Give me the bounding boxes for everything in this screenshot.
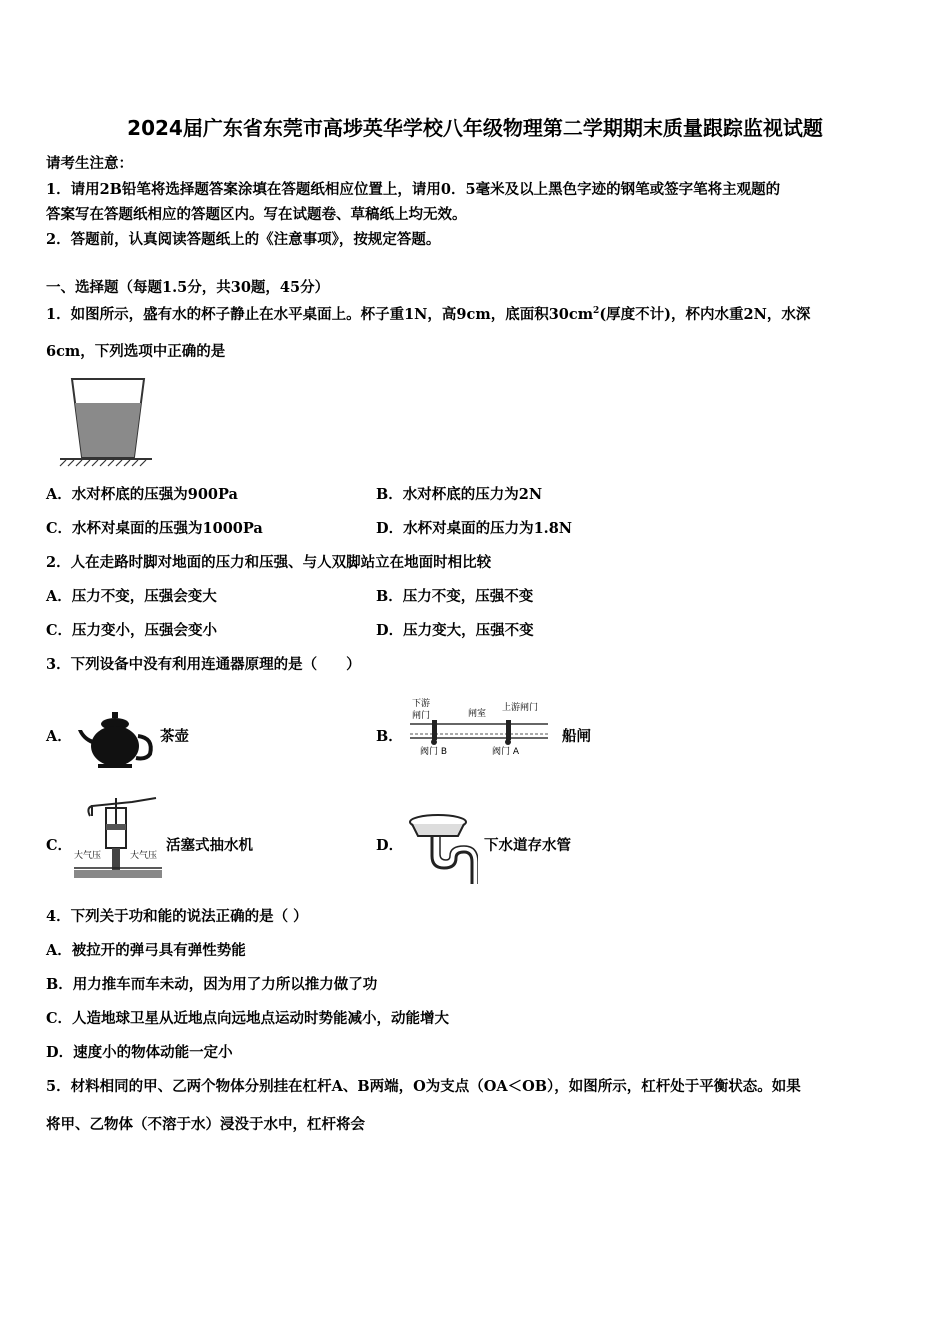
q2-option-d: D．压力变大，压强不变 <box>376 622 534 639</box>
teapot-icon <box>74 710 158 770</box>
pump-label-right: 大气压 <box>130 851 158 861</box>
q3-option-b-text: 船闸 <box>562 728 591 745</box>
question-2-stem: 2．人在走路时脚对地面的压力和压强、与人双脚站立在地面时相比较 <box>46 554 492 571</box>
q1-option-c: C．水杯对桌面的压强为1000Pa <box>46 520 263 537</box>
q1-stem-part-b: (厚度不计)，杯内水重2N，水深 <box>599 306 811 323</box>
cup-of-water-figure <box>58 373 154 467</box>
q1-option-d: D．水杯对桌面的压力为1.8N <box>376 520 573 537</box>
question-5-stem-line-2: 将甲、乙物体（不溶于水）浸没于水中，杠杆将会 <box>46 1116 365 1133</box>
q4-option-a: A．被拉开的弹弓具有弹性势能 <box>46 942 246 959</box>
q1-option-b: B．水对杯底的压力为2N <box>376 486 543 503</box>
notice-item-1-line-2: 答案写在答题纸相应的答题区内。写在试题卷、草稿纸上均无效。 <box>46 206 467 223</box>
q3-option-b-letter: B． <box>376 728 403 745</box>
q2-option-a: A．压力不变，压强会变大 <box>46 588 217 605</box>
lock-label-chamber: 闸室 <box>468 709 487 719</box>
question-4-stem: 4．下列关于功和能的说法正确的是（ ） <box>46 908 308 925</box>
pump-label-left: 大气压 <box>74 851 102 861</box>
drain-trap-diagram <box>404 812 478 886</box>
question-3-stem: 3．下列设备中没有利用连通器原理的是（ ） <box>46 656 361 673</box>
lock-label-valve-a: 阀门 A <box>492 747 520 757</box>
q3-option-a-text: 茶壶 <box>160 728 189 745</box>
q3-option-d-text: 下水道存水管 <box>484 837 571 854</box>
q3-option-a-letter: A． <box>46 728 72 745</box>
q3-option-c-letter: C． <box>46 837 73 854</box>
lock-label-downstream-gate: 闸门 <box>412 711 431 721</box>
q2-option-c: C．压力变小，压强会变小 <box>46 622 218 639</box>
q4-option-c: C．人造地球卫星从近地点向远地点运动时势能减小，动能增大 <box>46 1010 450 1027</box>
q3-option-d-letter: D． <box>376 837 404 854</box>
question-1-stem-line-2: 6cm，下列选项中正确的是 <box>46 343 226 360</box>
notice-item-1-line-1: 1．请用2B铅笔将选择题答案涂填在答题纸相应位置上，请用0．5毫米及以上黑色字迹的钢笔或签字笔将主观题的 <box>46 181 781 198</box>
lock-label-downstream: 下游 <box>412 699 431 709</box>
q2-option-b: B．压力不变，压强不变 <box>376 588 534 605</box>
q4-option-b: B．用力推车而车未动，因为用了力所以推力做了功 <box>46 976 378 993</box>
q3-option-c-text: 活塞式抽水机 <box>166 837 253 854</box>
notice-item-2: 2．答题前，认真阅读答题纸上的《注意事项》，按规定答题。 <box>46 231 441 248</box>
lock-label-upstream-gate: 上游闸门 <box>502 703 539 713</box>
section-heading: 一、选择题（每题1.5分，共30题，45分） <box>46 279 330 296</box>
q1-option-a: A．水对杯底的压强为900Pa <box>46 486 238 503</box>
q1-stem-superscript: 2 <box>593 306 600 317</box>
q1-stem-part-a: 1．如图所示，盛有水的杯子静止在水平桌面上。杯子重1N，高9cm，底面积30cm <box>46 306 594 323</box>
piston-pump-diagram <box>72 794 164 886</box>
ship-lock-diagram <box>406 696 552 758</box>
lock-label-valve-b: 阀门 B <box>420 747 448 757</box>
question-1-stem-line-1 <box>46 303 810 324</box>
q4-option-d: D．速度小的物体动能一定小 <box>46 1044 233 1061</box>
notice-heading: 请考生注意： <box>46 155 133 172</box>
question-5-stem-line-1: 5．材料相同的甲、乙两个物体分别挂在杠杆A、B两端，O为支点（OA＜OB），如图所示，杠杆处于平衡状态。如果 <box>46 1078 801 1095</box>
page-title: 2024届广东省东莞市高埗英华学校八年级物理第二学期期末质量跟踪监视试题 <box>127 116 823 140</box>
